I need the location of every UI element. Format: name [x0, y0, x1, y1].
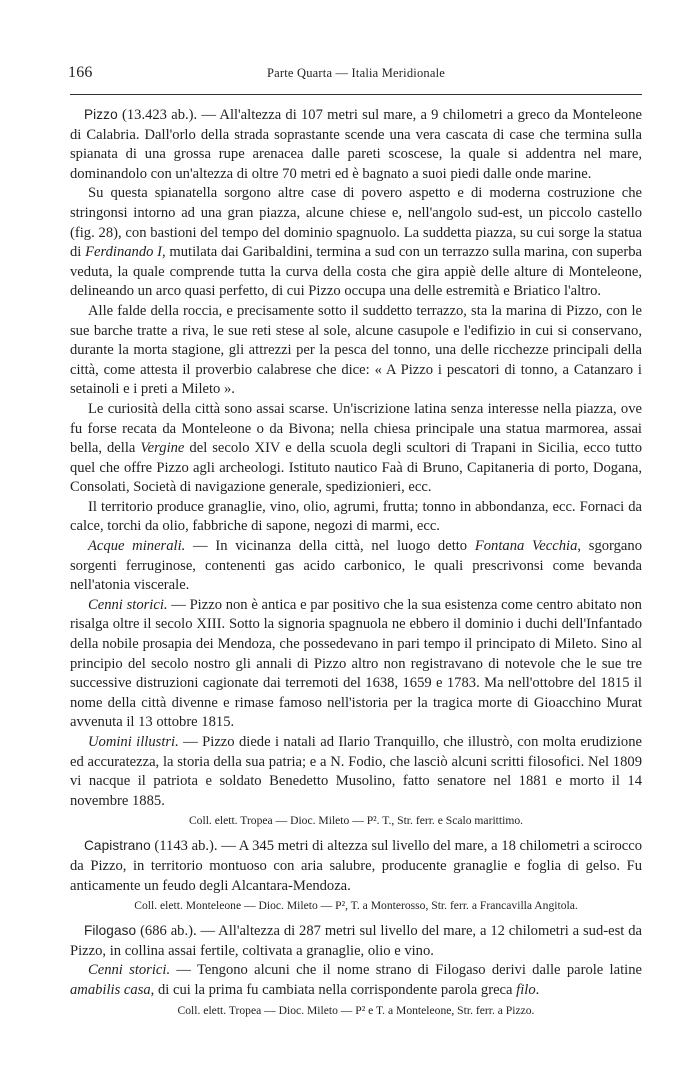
paragraph: Su questa spianatella sorgono altre case di povero aspetto e di moderna costruzione che stringonsi intorno ad una gran piazza, alcune chiese e, nell'angolo sud-est, un piccolo castello (fig. 28), con bastioni del tempo del dominio spagnuolo. La suddetta piazza, su cui sorge la statua di Ferdinando I, mutilata dai Garibaldini, termina a sud con un terrazzo sulla marina, con superba veduta, la quale comprende tutta la curva della costa che gira appiè delle alture di Monteleone, delineando un arco quasi perfetto, di cui Pizzo occupa una delle estremità e Briatico l'altro. [70, 185, 642, 300]
entry-pizzo-intro: Pizzo (13.423 ab.). — All'altezza di 107 metri sul mare, a 9 chilometri a greco da Monteleone di Calabria. Dall'orlo della strada soprastante scende una vera cascata di case che termina sulla spianata di una grossa rupe arenacea dalle pareti scoscese, la quale si addentra nel mare, dominandolo con un'altezza di oltre 70 metri ed è bagnato a suoi piedi dalle onde marine. [70, 107, 642, 182]
collegio-line: Coll. elett. Tropea — Dioc. Mileto — P². T., Str. ferr. e Scalo marittimo. [188, 814, 524, 828]
running-title: Parte Quarta — Italia Meridionale [266, 66, 446, 80]
section-label: Cenni storici. [88, 962, 171, 979]
entry-title-capistrano: Capistrano [84, 838, 151, 854]
section-label: Uomini illustri. [88, 734, 179, 750]
collegio-line: Coll. elett. Monteleone — Dioc. Mileto — P², T. a Monterosso, Str. ferr. a Francavilla Angitola. [134, 899, 578, 913]
section-label: Acque minerali. [88, 538, 186, 555]
paragraph: Cenni storici. — Pizzo non è antica e par positivo che la sua esistenza come centro abitato non risalga oltre il secolo XIII. Sotto la signoria spagnuola ne ebbero il dominio i duchi dell'Infantado della nobile prosapia dei Mendoza, che possedevano in pari tempo il principato di Mileto. Sino al principio del secolo nostro gli annali di Pizzo altro non registravano di notevole che le sue tre successive distruzioni cagionate dai terremoti del 1638, 1659 e 1783. Ma nell'ottobre del 1815 il nome della città divenne e rimase famoso nell'istoria per la tragica morte di Gioacchino Murat avvenuta il 13 ottobre 1815. [70, 596, 642, 731]
entry-title-pizzo: Pizzo [84, 107, 118, 122]
header-rule [70, 94, 642, 95]
page-number: 166 [68, 64, 93, 81]
paragraph: Alle falde della roccia, e precisamente sotto il suddetto terrazzo, sta la marina di Pizzo, con le sue barche tratte a riva, le sue reti stese al sole, alcune casupole e l'edifizio in cui si conservano, durante la morta stagione, gli attrezzi per la pesca del tonno, una delle ricchezze principali della città, come attesta il proverbio calabrese che dice: « A Pizzo i pescatori di tonno, a Catanzaro i setainoli e i preti a Mileto ». [70, 302, 642, 398]
page-header [70, 60, 642, 86]
paragraph: Acque minerali. — In vicinanza della città, nel luogo detto Fontana Vecchia, sgorgano sorgenti ferruginose, contenenti gas acido carbonico, le quali prescrivonsi come bevanda nell'atonia viscerale. [70, 538, 642, 594]
entry-title-filogaso: Filogaso [84, 923, 137, 939]
body-text [70, 105, 642, 1019]
paragraph: Cenni storici. — Tengono alcuni che il nome strano di Filogaso derivi dalle parole latine amabilis casa, di cui la prima fu cambiata nella corrispondente parola greca filo. [70, 962, 642, 998]
section-label: Cenni storici. [88, 596, 168, 613]
entry-capistrano-intro: Capistrano (1143 ab.). — A 345 metri di altezza sul livello del mare, a 18 chilometri a scirocco da Pizzo, in territorio montuoso con aria salubre, producente granaglie e foglia di gelso. Fu anticamente un feudo degli Alcantara-Mendoza. [70, 838, 642, 894]
paragraph: Le curiosità della città sono assai scarse. Un'iscrizione latina senza interesse nella piazza, ove fu forse recata da Monteleone o da Bivona; nella chiesa principale una statua marmorea, assai bella, della Vergine del secolo XIV e della scuola degli scultori di Trapani in Sicilia, ecco tutto quel che offre Pizzo agli archeologi. Istituto nautico Faà di Bruno, Capitaneria di porto, Dogana, Consolati, Società di navigazione generale, spedizionieri, ecc. [70, 400, 642, 496]
collegio-line: Coll. elett. Tropea — Dioc. Mileto — P² e T. a Monteleone, Str. ferr. a Pizzo. [177, 1003, 535, 1017]
book-page [70, 60, 642, 1026]
entry-filogaso-intro: Filogaso (686 ab.). — All'altezza di 287 metri sul livello del mare, a 12 chilometri a sud-est da Pizzo, in collina assai fertile, coltivata a granaglie, olio e vino. [70, 923, 642, 959]
paragraph: Il territorio produce granaglie, vino, olio, agrumi, frutta; tonno in abbondanza, ecc. Fornaci da calce, torchi da olio, fabbriche di sapone, negozi di marmi, ecc. [70, 498, 642, 535]
paragraph: Uomini illustri. — Pizzo diede i natali ad Ilario Tranquillo, che illustrò, con molta erudizione ed accuratezza, la storia della sua patria; e a N. Fodio, che lasciò alcuni scritti filosofici. Nel 1809 vi nacque il patriota e soldato Benedetto Musolino, fatto senatore nel 1881 e morto il 14 novembre 1885. [70, 734, 642, 809]
